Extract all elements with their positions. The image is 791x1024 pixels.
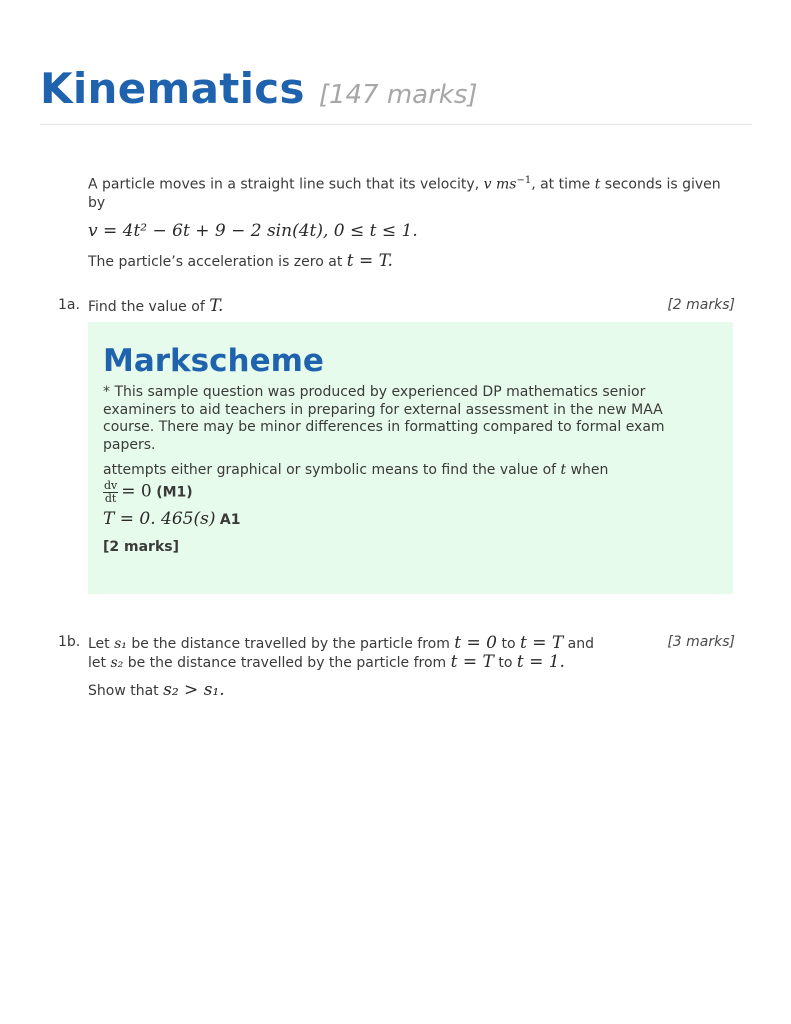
q1b-to: to (501, 636, 516, 652)
q1b-to-2: to (498, 655, 513, 671)
stem-intro-text-2: , at time (531, 176, 591, 193)
markscheme-total: [2 marks] (103, 539, 179, 555)
total-marks: [147 marks] (318, 80, 478, 110)
s1-variable: s₁ (114, 636, 127, 652)
question-1a-math: T. (209, 296, 224, 316)
acceleration-text: The particle’s acceleration is zero at (88, 253, 343, 270)
question-1b-text (88, 634, 648, 700)
t-equals-T: t = T (519, 633, 564, 653)
velocity-unit: v ms (483, 176, 517, 193)
page-title: Kinematics (40, 64, 305, 113)
method-mark-code: (M1) (156, 484, 193, 500)
question-1a-marks: [2 marks] (667, 297, 735, 313)
t-zero: t = 0 (454, 633, 497, 653)
question-1a-text (88, 297, 648, 316)
velocity-unit-exponent: −1 (516, 175, 532, 186)
question-stem (88, 172, 738, 271)
s2-variable: s₂ (110, 655, 124, 671)
markscheme-note: * This sample question was produced by experienced DP mathematics senior examiners to aid teachers in preparing for external assessment in the new MAA course. There may be minor differences in formatting compared to formal exam papers. (103, 384, 665, 453)
fraction-numerator: dv (104, 478, 118, 492)
q1b-let: Let (88, 636, 110, 652)
step-1-text-2: when (570, 462, 609, 478)
acceleration-math: t = T. (346, 250, 393, 271)
show-that-text: Show that (88, 683, 159, 699)
step-1-variable: t (560, 462, 567, 478)
markscheme-step-1 (103, 462, 717, 505)
step-2-answer: T = 0. 465(s) (103, 508, 216, 529)
stem-intro-text: A particle moves in a straight line such that its velocity, (88, 176, 480, 193)
question-1b-marks: [3 marks] (667, 634, 735, 650)
stem-intro-text-3: seconds is given by (88, 176, 721, 211)
velocity-equation: v = 4t² − 6t + 9 − 2 sin(4t), 0 ≤ t ≤ 1. (88, 220, 418, 241)
derivative-fraction (103, 480, 118, 505)
t-variable: t (594, 176, 601, 193)
q1b-line1-text: be the distance travelled by the particle from (131, 636, 450, 652)
step-1-text: attempts either graphical or symbolic means to find the value of (103, 462, 557, 478)
question-1a-prompt: Find the value of (88, 299, 205, 315)
show-that-math: s₂ > s₁. (163, 680, 225, 700)
question-1a-label: 1a. (58, 297, 80, 313)
q1b-show-line (88, 681, 648, 700)
question-1b-label: 1b. (58, 634, 81, 650)
stem-intro (88, 172, 738, 212)
fraction-denominator: dt (104, 491, 117, 505)
q1b-let-2: let (88, 655, 106, 671)
derivative-equals: = 0 (121, 481, 152, 501)
markscheme-box (88, 322, 733, 594)
q1b-line2-text: be the distance travelled by the particle from (127, 655, 447, 671)
markscheme-title: Markscheme (103, 343, 324, 379)
accuracy-mark-code: A1 (219, 511, 241, 528)
markscheme-step-2 (103, 508, 717, 530)
t-equals-T-2: t = T (450, 652, 494, 672)
acceleration-statement (88, 252, 738, 271)
page-header (40, 64, 752, 125)
q1b-and: and (567, 636, 594, 652)
t-one: t = 1. (516, 652, 565, 672)
